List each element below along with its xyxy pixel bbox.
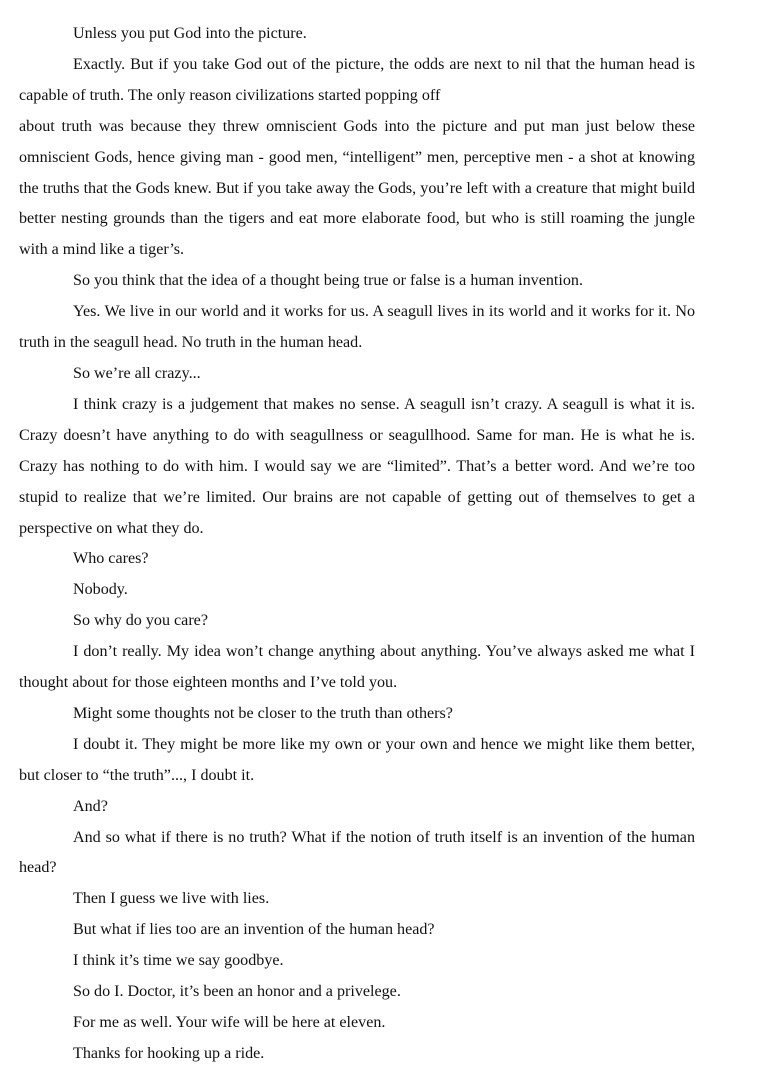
paragraph: So we’re all crazy... xyxy=(73,364,201,382)
paragraph: I think crazy is a judgement that makes no sense. A seagull isn’t crazy. A seagull is what it is. Crazy doesn’t have anything to do with seagullness or seagullhood. Same for man. He is what he is. Crazy has nothing to do with him. I would say we are “limited”. That’s a better word. And we’re too stupid to realize that we’re limited. Our brains are not capable of getting out of themselves to get a perspective on what they do. xyxy=(19,395,695,537)
paragraph: Yes. We live in our world and it works for us. A seagull lives in its world and it works for it. No truth in the seagull head. No truth in the human head. xyxy=(19,303,695,352)
paragraph: So do I. Doctor, it’s been an honor and a privelege. xyxy=(73,983,401,1001)
paragraph: Nobody. xyxy=(73,581,128,599)
paragraph: Might some thoughts not be closer to the truth than others? xyxy=(73,704,453,722)
paragraph: And? xyxy=(73,797,108,815)
paragraph: I don’t really. My idea won’t change anything about anything. You’ve always asked me what I thought about for those eighteen months and I’ve told you. xyxy=(19,643,695,692)
paragraph: But what if lies too are an invention of the human head? xyxy=(73,921,435,939)
paragraph: Thanks for hooking up a ride. xyxy=(73,1044,265,1062)
paragraph: Unless you put God into the picture. xyxy=(73,25,307,42)
document-page xyxy=(19,19,695,1070)
paragraph: So why do you care? xyxy=(73,612,208,630)
paragraph: So you think that the idea of a thought being true or false is a human invention. xyxy=(73,272,583,290)
paragraph: And so what if there is no truth? What if the notion of truth itself is an invention of the human head? xyxy=(19,828,695,877)
paragraph: Who cares? xyxy=(73,550,149,568)
paragraph: For me as well. Your wife will be here at eleven. xyxy=(73,1014,386,1031)
paragraph: I think it’s time we say goodbye. xyxy=(73,952,284,970)
paragraph: I doubt it. They might be more like my own or your own and hence we might like them better, but closer to “the truth”..., I doubt it. xyxy=(19,735,695,784)
paragraph: about truth was because they threw omniscient Gods into the picture and put man just below these omniscient Gods, hence giving man - good men, “intelligent” men, perceptive men - a shot at knowing the truths that the Gods knew. But if you take away the Gods, you’re left with a creature that might build better nesting grounds than the tigers and eat more elaborate food, but who is still roaming the jungle with a mind like a tiger’s. xyxy=(19,117,695,259)
paragraph: Then I guess we live with lies. xyxy=(73,890,270,908)
paragraph: Exactly. But if you take God out of the picture, the odds are next to nil that the human head is capable of truth. The only reason civilizations started popping off xyxy=(19,55,695,104)
